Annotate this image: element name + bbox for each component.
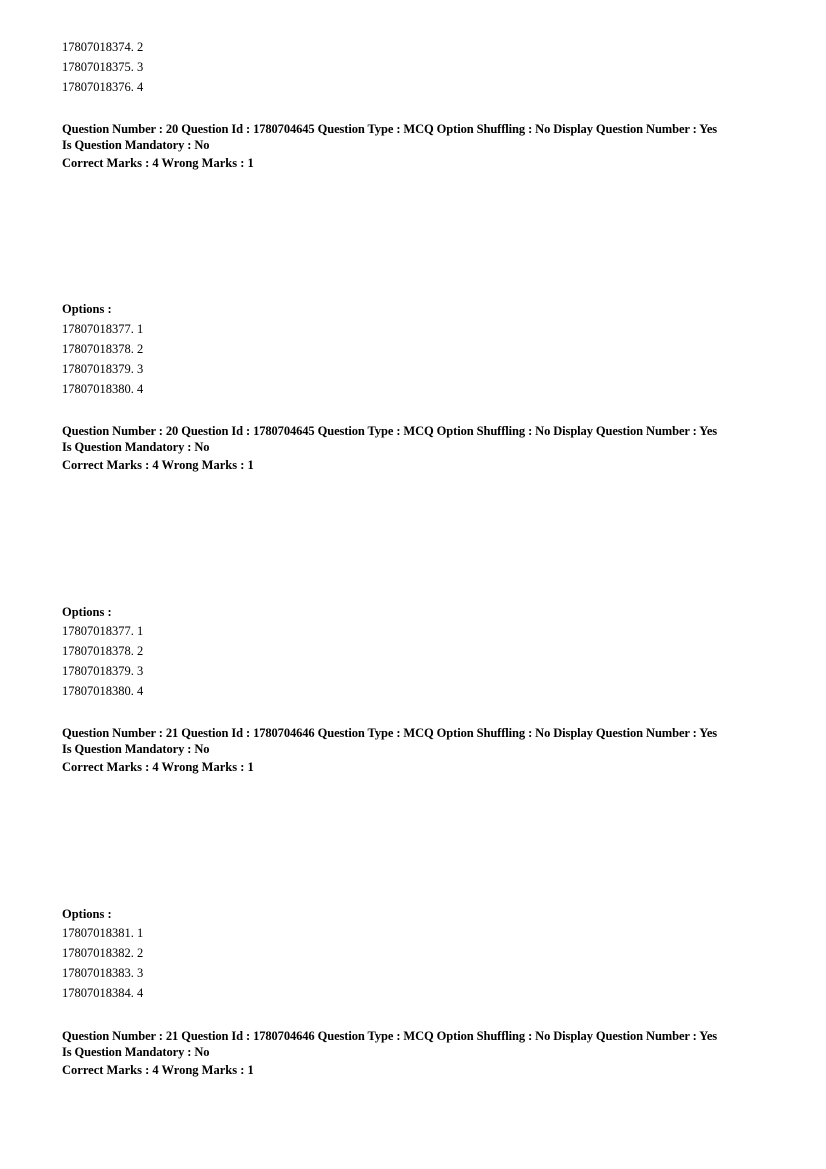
option-value: 1 bbox=[137, 624, 144, 638]
option-id: 17807018375. bbox=[62, 60, 134, 74]
question-mandatory-line: Is Question Mandatory : No bbox=[62, 440, 210, 454]
option-value: 3 bbox=[137, 966, 144, 980]
option-id: 17807018374. bbox=[62, 40, 134, 54]
option-value: 4 bbox=[137, 684, 144, 698]
option-value: 4 bbox=[137, 80, 144, 94]
option-value: 1 bbox=[137, 322, 144, 336]
option-id: 17807018377. bbox=[62, 322, 134, 336]
question-meta-line: Question Number : 20 Question Id : 1780704645 Question Type : MCQ Option Shuffling : No Display Question Number : Yes bbox=[62, 424, 718, 438]
option-value: 2 bbox=[137, 342, 144, 356]
option-item bbox=[62, 60, 143, 77]
option-id: 17807018383. bbox=[62, 966, 134, 980]
option-item bbox=[62, 624, 143, 641]
question-mandatory-line: Is Question Mandatory : No bbox=[62, 1045, 210, 1059]
option-value: 2 bbox=[137, 946, 144, 960]
question-marks-line: Correct Marks : 4 Wrong Marks : 1 bbox=[62, 1063, 254, 1077]
option-item bbox=[62, 342, 143, 359]
option-id: 17807018380. bbox=[62, 382, 134, 396]
option-value: 2 bbox=[137, 40, 144, 54]
question-header bbox=[62, 1029, 782, 1081]
option-item bbox=[62, 664, 143, 681]
question-marks-line: Correct Marks : 4 Wrong Marks : 1 bbox=[62, 760, 254, 774]
option-item bbox=[62, 684, 143, 701]
options-label: Options : bbox=[62, 605, 112, 619]
option-id: 17807018377. bbox=[62, 624, 134, 638]
option-value: 2 bbox=[137, 644, 144, 658]
option-value: 3 bbox=[137, 664, 144, 678]
option-item bbox=[62, 986, 143, 1003]
question-marks-line: Correct Marks : 4 Wrong Marks : 1 bbox=[62, 458, 254, 472]
option-item bbox=[62, 946, 143, 963]
option-id: 17807018381. bbox=[62, 926, 134, 940]
option-id: 17807018378. bbox=[62, 644, 134, 658]
option-id: 17807018379. bbox=[62, 362, 134, 376]
question-mandatory-line: Is Question Mandatory : No bbox=[62, 742, 210, 756]
options-label: Options : bbox=[62, 907, 112, 921]
option-item bbox=[62, 926, 143, 943]
option-item bbox=[62, 966, 143, 983]
option-item bbox=[62, 80, 143, 97]
option-value: 1 bbox=[137, 926, 144, 940]
option-value: 4 bbox=[137, 382, 144, 396]
question-meta-line: Question Number : 21 Question Id : 1780704646 Question Type : MCQ Option Shuffling : No Display Question Number : Yes bbox=[62, 726, 718, 740]
option-id: 17807018379. bbox=[62, 664, 134, 678]
question-header bbox=[62, 424, 782, 476]
option-id: 17807018380. bbox=[62, 684, 134, 698]
option-item bbox=[62, 382, 143, 399]
option-id: 17807018378. bbox=[62, 342, 134, 356]
question-header bbox=[62, 726, 782, 778]
option-item bbox=[62, 362, 143, 379]
question-marks-line: Correct Marks : 4 Wrong Marks : 1 bbox=[62, 156, 254, 170]
question-meta-line: Question Number : 21 Question Id : 1780704646 Question Type : MCQ Option Shuffling : No Display Question Number : Yes bbox=[62, 1029, 718, 1043]
option-id: 17807018384. bbox=[62, 986, 134, 1000]
option-value: 4 bbox=[137, 986, 144, 1000]
option-id: 17807018376. bbox=[62, 80, 134, 94]
option-value: 3 bbox=[137, 60, 144, 74]
option-value: 3 bbox=[137, 362, 144, 376]
question-mandatory-line: Is Question Mandatory : No bbox=[62, 138, 210, 152]
question-header bbox=[62, 122, 782, 174]
question-meta-line: Question Number : 20 Question Id : 1780704645 Question Type : MCQ Option Shuffling : No Display Question Number : Yes bbox=[62, 122, 718, 136]
options-label: Options : bbox=[62, 302, 112, 316]
option-id: 17807018382. bbox=[62, 946, 134, 960]
option-item bbox=[62, 644, 143, 661]
option-item bbox=[62, 322, 143, 339]
option-item bbox=[62, 40, 143, 57]
